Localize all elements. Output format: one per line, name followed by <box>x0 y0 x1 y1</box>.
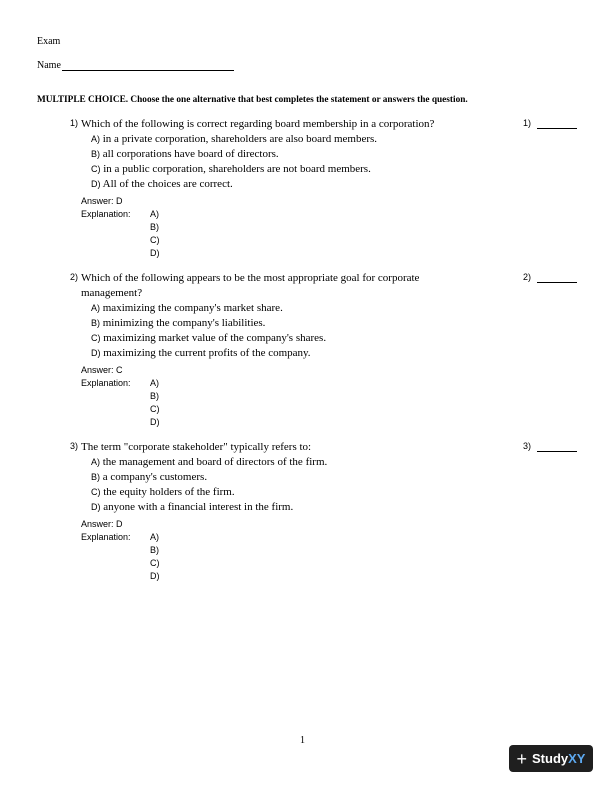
choice-letter: D) <box>91 348 101 358</box>
explanation-letter-b: B) <box>150 391 159 401</box>
question-text: Which of the following appears to be the most appropriate goal for corporate management? <box>81 272 420 299</box>
name-label: Name <box>37 60 61 71</box>
choice-text: a company's customers. <box>102 471 208 483</box>
choice-letter: C) <box>91 487 101 497</box>
name-field <box>37 60 234 71</box>
question-number: 3) <box>70 441 79 451</box>
choice-letter: B) <box>91 472 100 482</box>
choice-text: maximizing the company's market share. <box>102 302 283 314</box>
explanation-letter-c: C) <box>150 558 160 568</box>
choice-c <box>91 331 326 346</box>
choice-text: anyone with a financial interest in the firm. <box>103 501 294 513</box>
choice-c <box>91 162 371 177</box>
choice-b <box>91 147 279 162</box>
choice-text: maximizing market value of the company's shares. <box>103 332 327 344</box>
answer-key: Answer: C <box>81 365 123 375</box>
choice-text: minimizing the company's liabilities. <box>102 317 266 329</box>
choice-d <box>91 177 233 192</box>
question-1 <box>70 117 590 262</box>
choice-text: all corporations have board of directors. <box>102 148 279 160</box>
choice-letter: A) <box>91 134 100 144</box>
explanation-label: Explanation: <box>81 209 131 219</box>
explanation-letter-d: D) <box>150 571 160 581</box>
name-blank-line <box>62 60 234 71</box>
choice-letter: A) <box>91 303 100 313</box>
plus-icon: + <box>516 748 528 769</box>
explanation-letter-c: C) <box>150 235 160 245</box>
choice-a <box>91 455 327 470</box>
page-number: 1 <box>300 735 305 746</box>
choice-d <box>91 500 293 515</box>
answer-blank-line <box>537 451 577 452</box>
choice-letter: C) <box>91 164 101 174</box>
question-3 <box>70 440 590 585</box>
explanation-letter-c: C) <box>150 404 160 414</box>
choice-text: maximizing the current profits of the company. <box>103 347 311 359</box>
explanation-letter-d: D) <box>150 417 160 427</box>
explanation-letter-a: A) <box>150 378 159 388</box>
choice-text: the equity holders of the firm. <box>103 486 235 498</box>
question-text: The term "corporate stakeholder" typically refers to: <box>81 441 312 453</box>
choice-text: All of the choices are correct. <box>102 178 233 190</box>
explanation-letter-a: A) <box>150 209 159 219</box>
explanation-label: Explanation: <box>81 532 131 542</box>
explanation-letter-a: A) <box>150 532 159 542</box>
explanation-letter-b: B) <box>150 222 159 232</box>
answer-blank-number: 2) <box>523 272 532 282</box>
choice-letter: D) <box>91 179 101 189</box>
choice-text: the management and board of directors of the firm. <box>102 456 328 468</box>
answer-blank-number: 1) <box>523 118 532 128</box>
choice-c <box>91 485 235 500</box>
badge-accent-text: XY <box>568 751 586 766</box>
answer-blank-number: 3) <box>523 441 532 451</box>
section-instructions: MULTIPLE CHOICE. Choose the one alternative that best completes the statement or answers the question. <box>37 95 468 105</box>
choice-d <box>91 346 311 361</box>
choice-b <box>91 316 265 331</box>
choice-b <box>91 470 207 485</box>
answer-blank-line <box>537 282 577 283</box>
choice-letter: B) <box>91 149 100 159</box>
explanation-letter-b: B) <box>150 545 159 555</box>
question-text: Which of the following is correct regarding board membership in a corporation? <box>81 118 435 130</box>
explanation-label: Explanation: <box>81 378 131 388</box>
choice-a <box>91 132 377 147</box>
answer-blank-line <box>537 128 577 129</box>
choice-text: in a public corporation, shareholders are not board members. <box>103 163 371 175</box>
exam-label: Exam <box>37 36 61 47</box>
answer-key: Answer: D <box>81 519 123 529</box>
choice-letter: D) <box>91 502 101 512</box>
choice-letter: A) <box>91 457 100 467</box>
badge-text: Study <box>532 751 569 766</box>
choice-letter: B) <box>91 318 100 328</box>
studyxy-badge[interactable] <box>509 745 593 772</box>
answer-key: Answer: D <box>81 196 123 206</box>
choice-text: in a private corporation, shareholders are also board members. <box>102 133 378 145</box>
question-number: 2) <box>70 272 79 282</box>
choice-a <box>91 301 283 316</box>
question-number: 1) <box>70 118 79 128</box>
question-2 <box>70 271 590 431</box>
explanation-letter-d: D) <box>150 248 160 258</box>
choice-letter: C) <box>91 333 101 343</box>
